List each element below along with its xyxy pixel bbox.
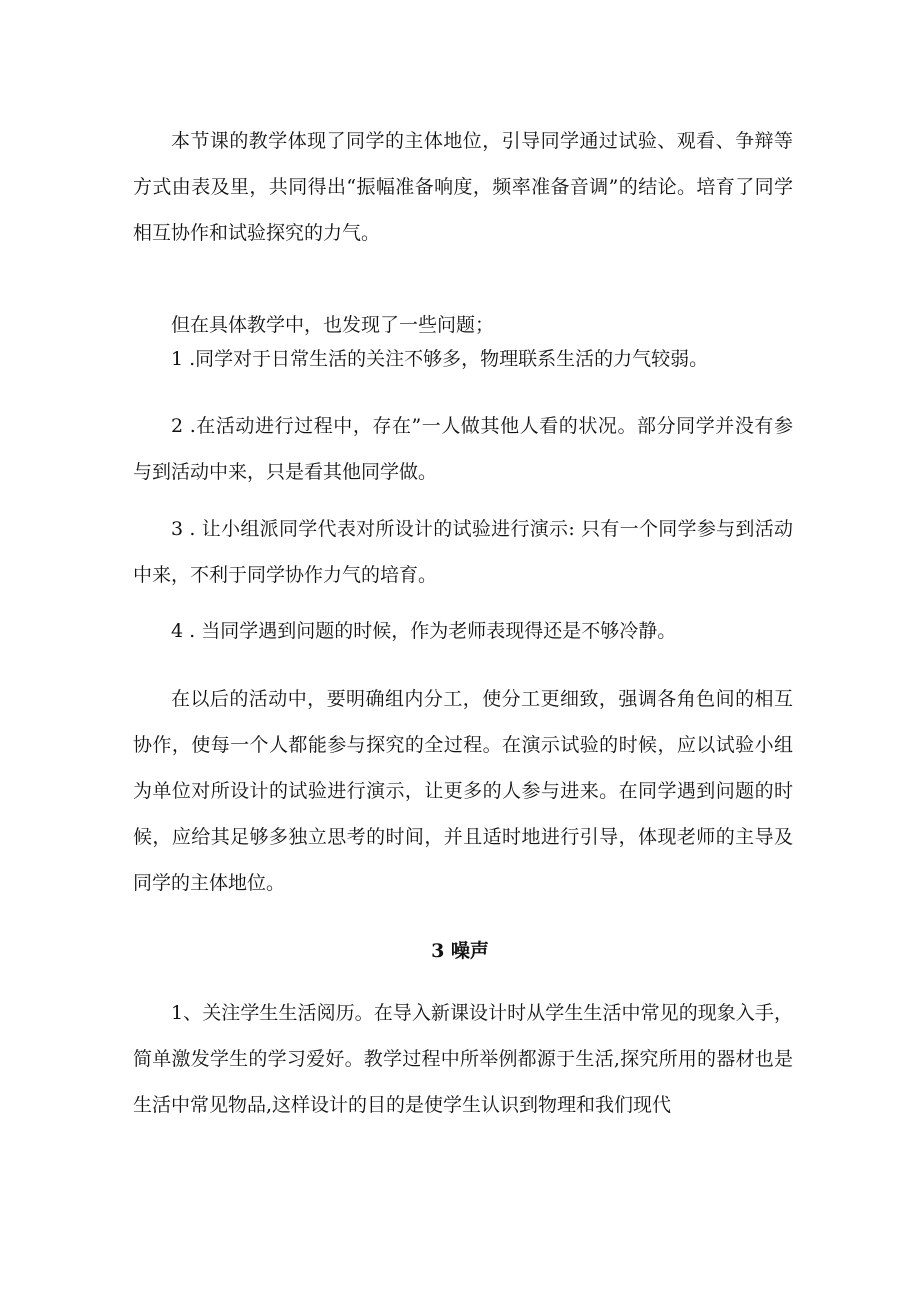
list-item-problem-1: 1 .同学对于日常生活的关注不够多，物理联系生活的力气较弱。 bbox=[171, 348, 709, 370]
paragraph-summary: 本节课的教学体现了同学的主体地位，引导同学通过试验、观看、争辩等方式由表及里，共同得出“振幅准备响度，频率准备音调”的结论。培育了同学相互协作和试验探究的力气。 bbox=[133, 130, 793, 244]
list-item-problem-4: 4 . 当同学遇到问题的时候，作为老师表现得还是不够冷静。 bbox=[171, 620, 677, 642]
paragraph-problems-intro: 但在具体教学中，也发现了一些问题； bbox=[171, 314, 495, 336]
section-heading: 3 噪声 bbox=[431, 940, 489, 962]
list-item-problem-3: 3 . 让小组派同学代表对所设计的试验进行演示: 只有一个同学参与到活动中来，不利于同学协作力气的培育。 bbox=[133, 518, 793, 586]
paragraph-noise-1: 1、关注学生生活阅历。在导入新课设计时从学生生活中常见的现象入手，简单激发学生的学习爱好。教学过程中所举例都源于生活,探究所用的器材也是生活中常见物品,这样设计的目的是使学生认识到物理和我们现代 bbox=[133, 1002, 793, 1116]
list-item-problem-2: 2 .在活动进行过程中，存在”一人做其他人看的状况。部分同学并没有参与到活动中来，只是看其他同学做。 bbox=[133, 415, 793, 483]
paragraph-improvement: 在以后的活动中，要明确组内分工，使分工更细致，强调各角色间的相互协作，使每一个人都能参与探究的全过程。在演示试验的时候，应以试验小组为单位对所设计的试验进行演示，让更多的人参与进来。在同学遇到问题的时候，应给其足够多独立思考的时间，并且适时地进行引导，体现老师的主导及同学的主体地位。 bbox=[133, 688, 793, 894]
